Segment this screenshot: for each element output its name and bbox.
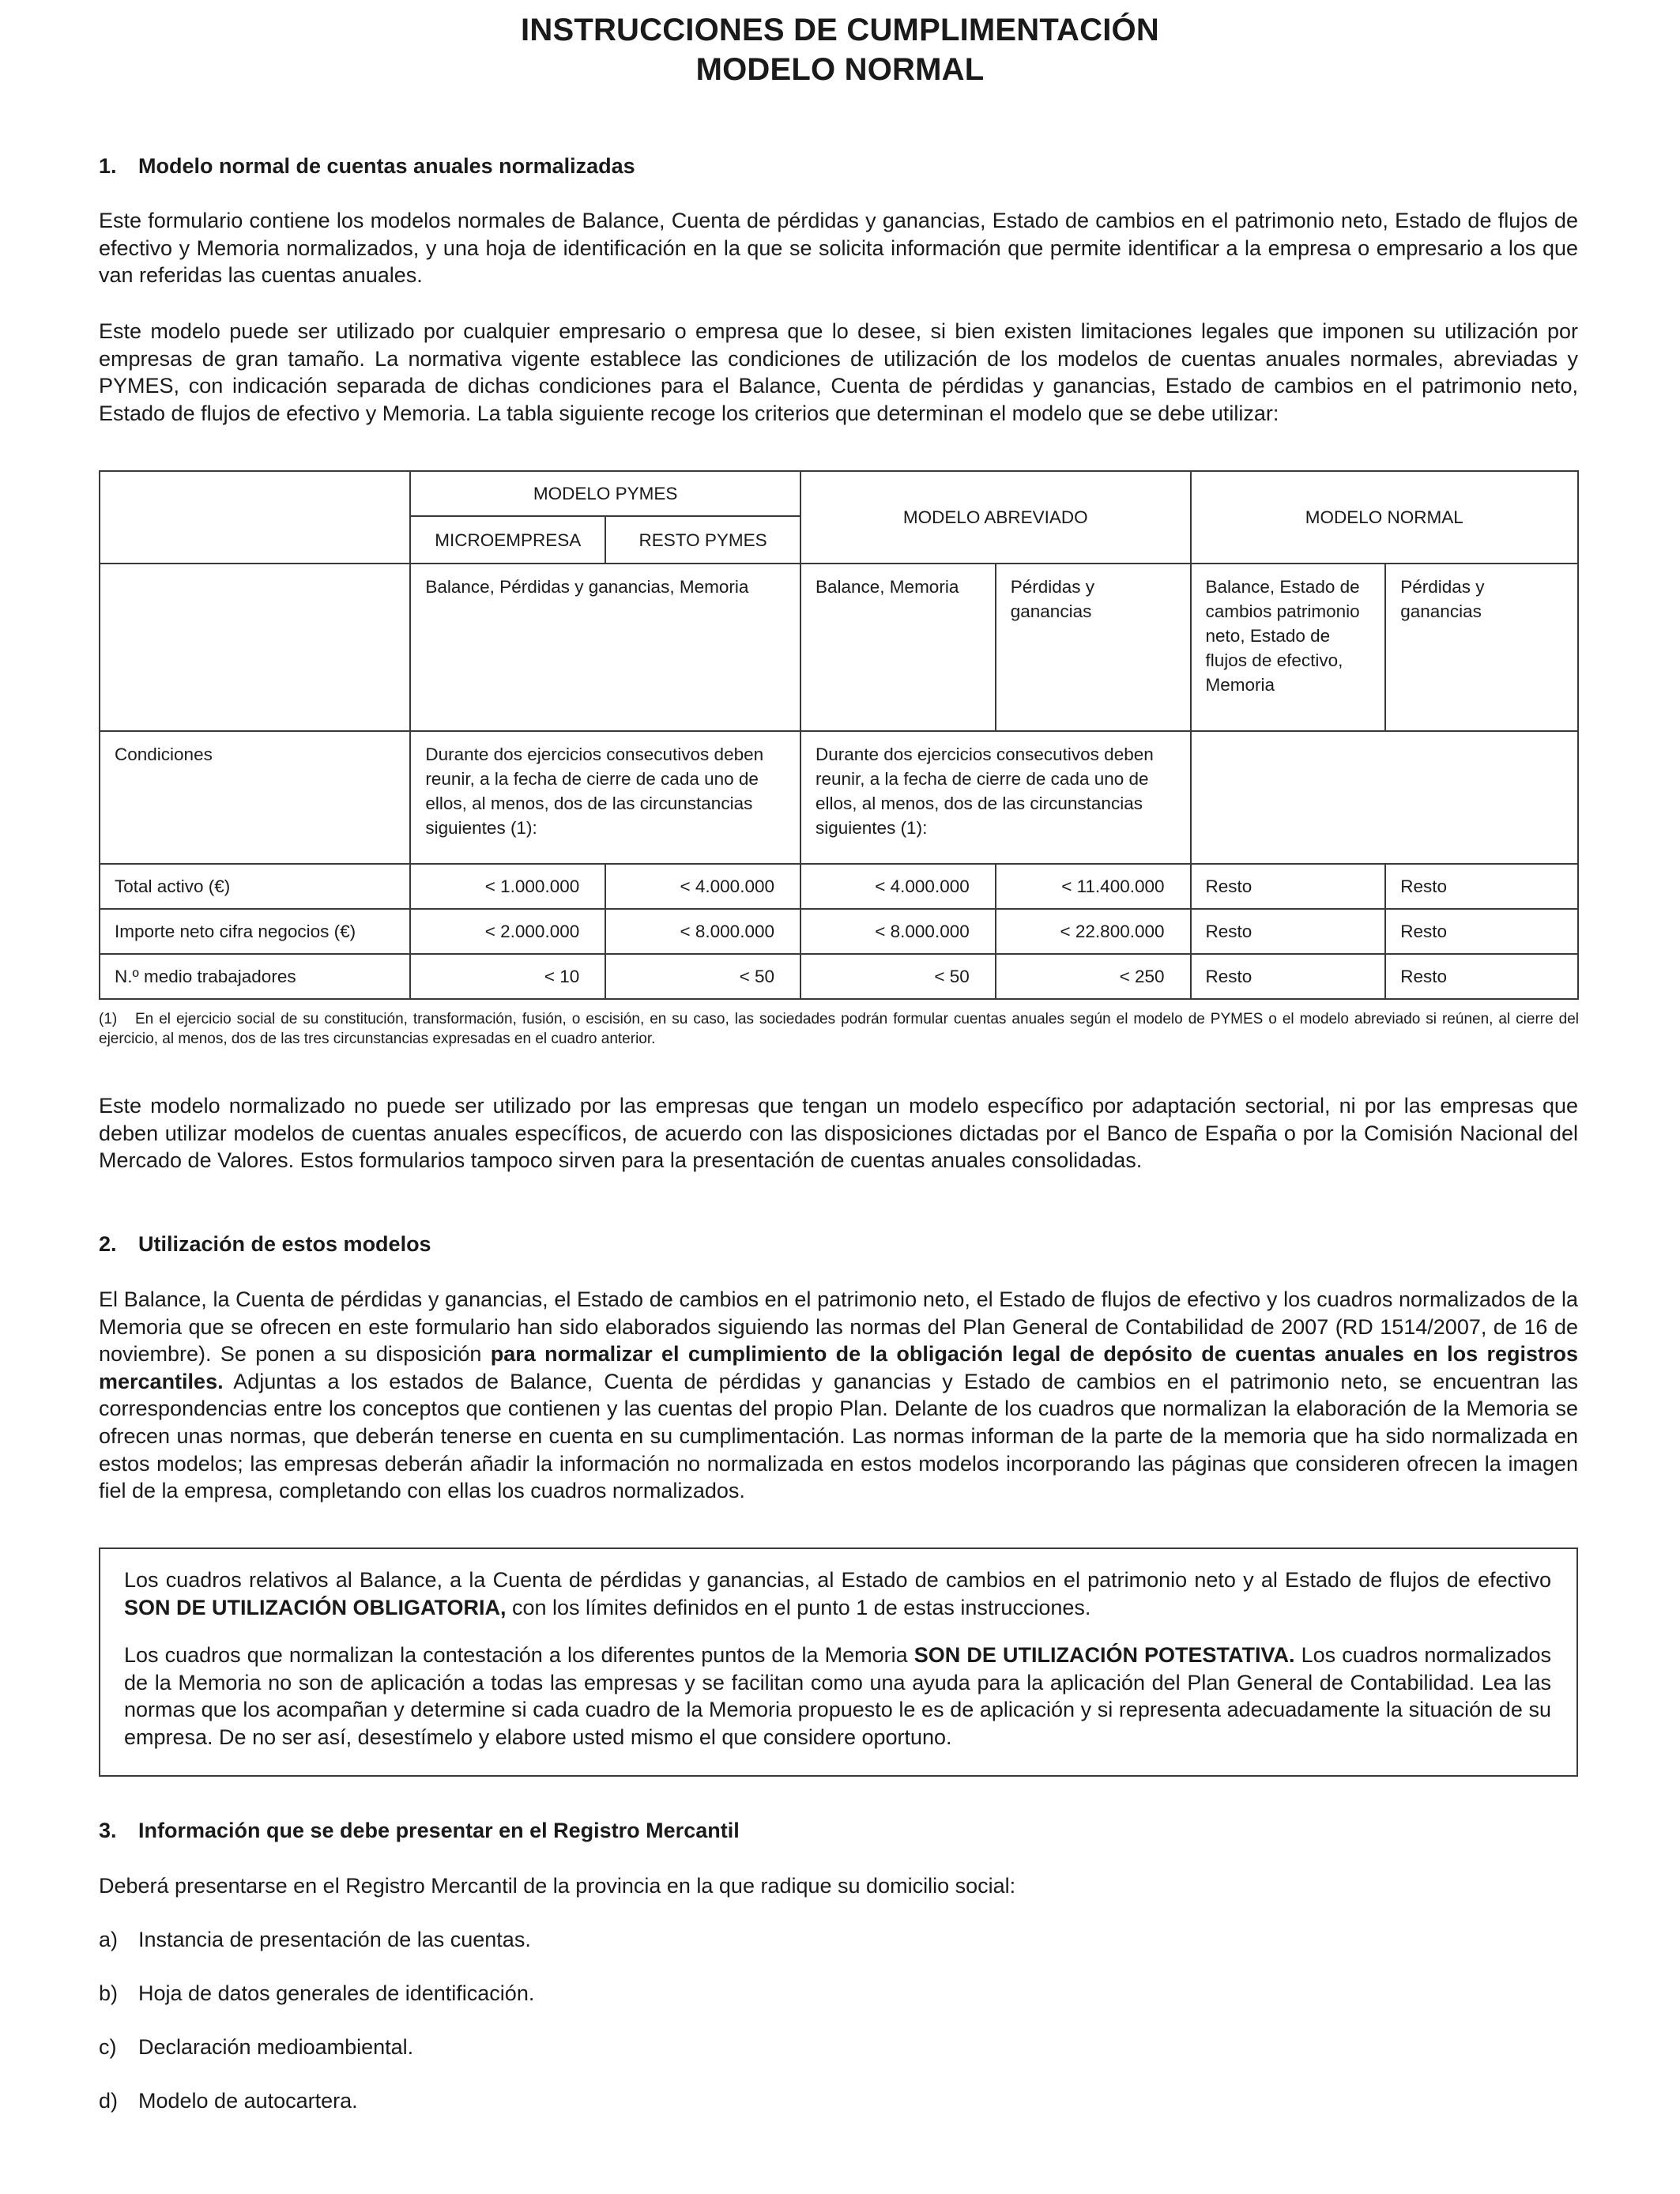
notice-1-text-start: Los cuadros relativos al Balance, a la Cuenta de pérdidas y ganancias, al Estado de cambios en el patrimonio neto y al Estado de flujos de efectivo	[124, 1568, 1551, 1592]
section-2-number: 2.	[99, 1232, 117, 1256]
conditions-label: Condiciones	[100, 731, 410, 864]
notice-2-text-end: Los cuadros normalizados de la Memoria no son de aplicación a todas las empresas y se facilitan como una ayuda para la aplicación del Plan General de Contabilidad. Lea las normas que los acompañan y determine si cada cuadro de la Memoria propuesto le es de aplicación y si representa adecuadamente la situación de su empresa. De no ser así, desestímelo y elabore usted mismo el que considere oportuno.	[124, 1643, 1551, 1749]
scope-normal-pyg: Pérdidas y ganancias	[1385, 564, 1578, 731]
table-corner-cell	[100, 471, 410, 564]
list-marker: a)	[99, 1928, 119, 1951]
section-3-heading-text: Información que se debe presentar en el Registro Mercantil	[138, 1819, 740, 1842]
section-1-paragraph-3: Este modelo normalizado no puede ser utilizado por las empresas que tengan un modelo específico por adaptación sectorial, ni por las empresas que deben utilizar modelos de cuentas anuales específicos, de acuerdo con las disposiciones dictadas por el Banco de España o por la Comisión Nacional del Mercado de Valores. Estos formularios tampoco sirven para la presentación de cuentas anuales consolidadas.	[99, 1094, 1578, 1173]
cell-value: Resto	[1191, 909, 1386, 954]
section-2-text-start: El Balance, la Cuenta de pérdidas y ganancias, el Estado de cambios en el patrimonio neto, el Estado de flujos de efectivo y los cuadros normalizados de la Memoria que se ofrecen en este formulario han sido elaborados siguiendo las normas del Plan General de Contabilidad de 2007 (RD 1514/2007, de 16 de noviembre). Se ponen a su disposición	[99, 1287, 1578, 1367]
list-item-text: Modelo de autocartera.	[138, 2089, 358, 2113]
cell-value: Resto	[1385, 954, 1578, 999]
table-row	[100, 909, 1578, 954]
section-3-number: 3.	[99, 1819, 117, 1842]
list-item	[99, 1926, 531, 1953]
section-2-paragraph	[99, 1286, 1578, 1505]
header-resto-pymes: RESTO PYMES	[605, 516, 800, 564]
row-label-total-activo: Total activo (€)	[100, 864, 410, 909]
section-2-emphasis: para normalizar el cumplimiento de la obligación legal de depósito de cuentas anuales en los registros mercantiles.	[99, 1342, 1578, 1393]
cell-value: < 8.000.000	[605, 909, 800, 954]
cell-value: < 50	[800, 954, 996, 999]
list-item	[99, 1980, 534, 2007]
section-3-intro: Deberá presentarse en el Registro Mercantil de la provincia en la que radique su domicilio social:	[99, 1874, 1016, 1898]
row-label-cifra-negocios: Importe neto cifra negocios (€)	[100, 909, 410, 954]
table-footnote	[99, 1009, 1579, 1049]
cell-value: Resto	[1191, 954, 1386, 999]
section-1-heading-text: Modelo normal de cuentas anuales normalizadas	[138, 154, 635, 178]
notice-paragraph-1	[124, 1566, 1551, 1621]
section-3-heading	[99, 1817, 740, 1844]
section-1-paragraph-1: Este formulario contiene los modelos normales de Balance, Cuenta de pérdidas y ganancias, Estado de cambios en el patrimonio neto, Estado de flujos de efectivo y Memoria normalizados, y una hoja de identificación en la que se solicita información que permite identificar a la empresa o empresario a los que van referidas las cuentas anuales.	[99, 209, 1578, 288]
scope-abreviado-pyg: Pérdidas y ganancias	[996, 564, 1191, 731]
section-1-number: 1.	[99, 154, 117, 178]
header-modelo-normal: MODELO NORMAL	[1191, 471, 1578, 564]
cell-value: Resto	[1385, 864, 1578, 909]
list-marker: b)	[99, 1981, 119, 2005]
cell-value: < 11.400.000	[996, 864, 1191, 909]
cell-value: < 10	[410, 954, 605, 999]
notice-2-emphasis: SON DE UTILIZACIÓN POTESTATIVA.	[913, 1643, 1295, 1667]
cell-value: < 4.000.000	[800, 864, 996, 909]
table-row	[100, 954, 1578, 999]
notice-1-emphasis: SON DE UTILIZACIÓN OBLIGATORIA,	[124, 1595, 507, 1619]
footnote-mark: (1)	[99, 1011, 118, 1027]
section-2-text-end: Adjuntas a los estados de Balance, Cuenta de pérdidas y ganancias y Estado de cambios en el patrimonio neto, se encuentran las correspondencias entre los conceptos que contienen y las cuentas del propio Plan. Delante de los cuadros que normalizan la elaboración de la Memoria se ofrecen unas normas, que deberán tenerse en cuenta en su cumplimentación. Las normas informan de la parte de la memoria que ha sido normalizada en estos modelos; las empresas deberán añadir la información no normalizada en estos modelos incorporando las páginas que consideren ofrecen la imagen fiel de la empresa, completando con ellas los cuadros normalizados.	[99, 1369, 1578, 1503]
cell-value: < 2.000.000	[410, 909, 605, 954]
row-label-trabajadores: N.º medio trabajadores	[100, 954, 410, 999]
section-1-heading	[99, 153, 635, 179]
cell-value: < 50	[605, 954, 800, 999]
document-title-line-2: MODELO NORMAL	[695, 52, 985, 87]
conditions-abreviado: Durante dos ejercicios consecutivos deben reunir, a la fecha de cierre de cada uno de ellos, al menos, dos de las circunstancias siguientes (1):	[800, 731, 1191, 864]
conditions-normal-empty	[1191, 731, 1578, 864]
cell-value: < 22.800.000	[996, 909, 1191, 954]
cell-value: < 4.000.000	[605, 864, 800, 909]
header-microempresa: MICROEMPRESA	[410, 516, 605, 564]
notice-2-text-start: Los cuadros que normalizan la contestación a los diferentes puntos de la Memoria	[124, 1643, 914, 1667]
list-item-text: Hoja de datos generales de identificación.	[138, 1981, 535, 2005]
list-item-text: Declaración medioambiental.	[138, 2035, 414, 2059]
section-2-heading	[99, 1231, 431, 1257]
notice-1-text-end: con los límites definidos en el punto 1 de estas instrucciones.	[506, 1595, 1091, 1619]
scope-normal-balance: Balance, Estado de cambios patrimonio neto, Estado de flujos de efectivo, Memoria	[1191, 564, 1386, 731]
cell-value: < 1.000.000	[410, 864, 605, 909]
cell-value: Resto	[1385, 909, 1578, 954]
header-modelo-pymes: MODELO PYMES	[410, 471, 800, 516]
model-criteria-table	[99, 470, 1579, 1000]
footnote-text: En el ejercicio social de su constitución, transformación, fusión, o escisión, en su caso, las sociedades podrán formular cuentas anuales según el modelo de PYMES o el modelo abreviado si reúnen, al cierre del ejercicio, al menos, dos de las tres circunstancias expresadas en el cuadro anterior.	[99, 1011, 1579, 1047]
conditions-pymes: Durante dos ejercicios consecutivos deben reunir, a la fecha de cierre de cada uno de ellos, al menos, dos de las circunstancias siguientes (1):	[410, 731, 800, 864]
scope-abreviado-balance: Balance, Memoria	[800, 564, 996, 731]
list-marker: d)	[99, 2089, 119, 2113]
notice-box	[99, 1547, 1578, 1777]
list-item	[99, 2087, 358, 2114]
list-item	[99, 2034, 413, 2060]
cell-value: < 8.000.000	[800, 909, 996, 954]
document-title-line-1: INSTRUCCIONES DE CUMPLIMENTACIÓN	[521, 13, 1159, 47]
list-marker: c)	[99, 2035, 117, 2059]
notice-paragraph-2	[124, 1642, 1551, 1751]
header-modelo-abreviado: MODELO ABREVIADO	[800, 471, 1191, 564]
section-1-paragraph-2: Este modelo puede ser utilizado por cualquier empresario o empresa que lo desee, si bien existen limitaciones legales que imponen su utilización por empresas de gran tamaño. La normativa vigente establece las condiciones de utilización de los modelos de cuentas anuales normales, abreviadas y PYMES, con indicación separada de dichas condiciones para el Balance, Cuenta de pérdidas y ganancias, Estado de cambios en el patrimonio neto, Estado de flujos de efectivo y Memoria. La tabla siguiente recoge los criterios que determinan el modelo que se debe utilizar:	[99, 319, 1578, 425]
section-2-heading-text: Utilización de estos modelos	[138, 1232, 431, 1256]
cell-value: < 250	[996, 954, 1191, 999]
list-item-text: Instancia de presentación de las cuentas.	[138, 1928, 531, 1951]
scope-pymes: Balance, Pérdidas y ganancias, Memoria	[410, 564, 800, 731]
table-scope-empty-cell	[100, 564, 410, 731]
cell-value: Resto	[1191, 864, 1386, 909]
table-row	[100, 864, 1578, 909]
